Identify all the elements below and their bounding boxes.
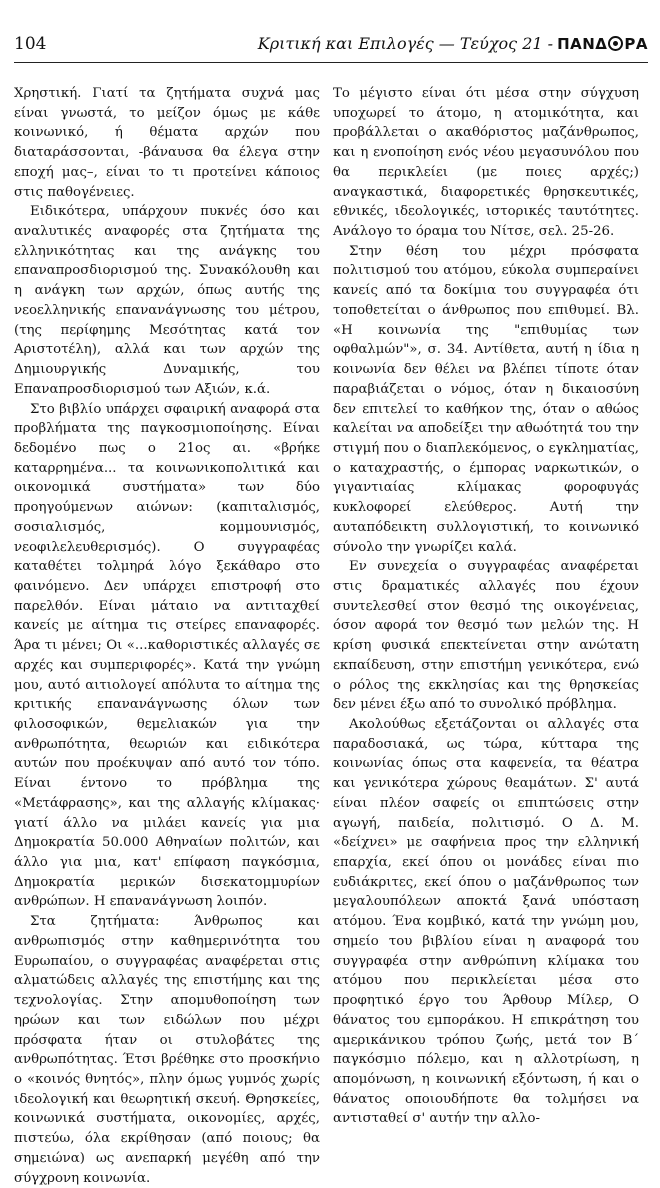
logo-eye-icon [608, 36, 623, 51]
header-rule [14, 62, 648, 63]
page-header [14, 34, 648, 58]
paragraph: Το μέγιστο είναι ότι μέσα στην σύγχυση υποχωρεί το άτομο, η ατομικότητα, και προβάλλεται ο ακαθόριστος μαζάνθρωπος, και η ενοποίηση ενός νέου μεγασυνόλου που θα περικλείει (με ποιες αρχές;) αναγκαστικά, διαφορετικές θρησκευτικές, εθνικές, ιδεολογικές, ιστορικές ταυτότητες. Ανάλογο το όραμα του Νίτσε, σελ. 25-26. [333, 86, 639, 240]
paragraph: Στα ζητήματα: Άνθρωπος και ανθρωπισμός στην καθημερινότητα του Ευρωπαίου, ο συγγραφέας αναφέρεται στις αλματώδεις αλλαγές της επιστήμης και της τεχνολογίας. Στην απομυθοποίηση των ηρώων και των ειδώλων που μέχρι πρόσφατα ήταν οι στυλοβάτες της ανθρωπότητας. Έτσι βρέθηκε στο προσκήνιο ο «κοινός θνητός», πλην όμως γυμνός χωρίς ιδεολογική και θεωρητική σκευή. Θρησκείες, κοινωνικά συστήματα, οικονομίες, αρχές, πιστεύω, όλα εκρίθησαν (από ποιους; θα σημειώνα) ως ανεπαρκή μεγέθη από την σύγχρονη κοινωνία. [14, 914, 320, 1186]
paragraph: Ειδικότερα, υπάρχουν πυκνές όσο και αναλυτικές αναφορές στα ζητήματα της ελληνικότητας και της ανάγκης του επαναπροσδιορισμού της. Συνακόλουθη και η ανάγκη των αρχών, όπως αυτής της νεοελληνικής επανανάγνωσης του μέτρου, (της περίφημης Μεσότητας κατά τον Αριστοτέλη), αλλά και των αρχών της Δημιουργικής Δυναμικής, του Επαναπροσδιορισμού των Αξιών, κ.ά. [14, 204, 320, 397]
running-header [258, 34, 648, 53]
paragraph: Στην θέση του μέχρι πρόσφατα πολιτισμού του ατόμου, εύκολα συμπεραίνει κανείς από τα δοκίμια του συγγραφέα ότι τοποθετείται ο άνθρωπος που επιθυμεί. Βλ. «Η κοινωνία της "επιθυμίας των οφθαλμών"», σ. 34. Αντίθετα, αυτή η ίδια η κοινωνία δεν θέλει να βλέπει τίποτε όταν παραβιάζεται ο νόμος, όταν η δικαιοσύνη δεν επιτελεί το καθήκον της, όταν ο αθώος καλείται να αποδείξει την αθωότητά του την στιγμή που ο διαπλεκόμενος, ο εγκληματίας, ο καταχραστής, ο έμπορας ναρκωτικών, ο γιγαντιαίας κλίμακας φοροφυγάς κυκλοφορεί ελεύθερος. Αυτή την αυταπόδεικτη συλλογιστική, το κοινωνικό σύνολο την γνωρίζει καλά. [333, 243, 639, 555]
right-column [333, 84, 639, 1129]
left-column [14, 84, 320, 1188]
paragraph: Ακολούθως εξετάζονται οι αλλαγές στα παραδοσιακά, ως τώρα, κύτταρα της κοινωνίας όπως στα καφενεία, τα θέατρα και γενικότερα χώρους θεαμάτων. Σ' αυτά είναι πλέον σαφείς οι επιπτώσεις στην αγωγή, παιδεία, πολιτισμό. Ο Δ. Μ. «δείχνει» με σαφήνεια προς την ελληνική επαρχία, εκεί όπου οι μονάδες είναι πιο ευδιάκριτες, εκεί όπου ο μαζάνθρωπος των μεγαλουπόλεων αποκτά ξανά υπόσταση ατόμου. Ένα κομβικό, κατά την γνώμη μου, σημείο του βιβλίου είναι η αναφορά του συγγραφέα στην ανθρώπινη κλίμακα του ατόμου που περικλείεται μέσα στο προφητικό έργο του Άρθουρ Μίλερ, Ο θάνατος του εμποράκου. Η επικράτηση του αμερικάνικου τρόπου ζωής, μετά τον Β΄ παγκόσμιο πόλεμο, και η αλλοτρίωση, η απομόνωση, η κοινωνική εξόντωση, ή και ο θάνατος οποιουδήποτε θα τολμήσει να αντισταθεί σ' αυτήν την αλλο- [333, 717, 639, 1127]
paragraph: Στο βιβλίο υπάρχει σφαιρική αναφορά στα προβλήματα της παγκοσμιοποίησης. Είναι δεδομένο πως ο 21ος αι. «βρήκε καταρρημένα... τα κοινωνικοπολιτικά και οικονομικά συστήματα» των δύο προηγούμενων αιώνων: (καπιταλισμός, σοσιαλισμός, κομμουνισμός, νεοφιλελευθερισμός). Ο συγγραφέας καταθέτει τολμηρά λόγο ξεκάθαρο στο φαινόμενο. Δεν υπάρχει επιστροφή στο παρελθόν. Είναι μάταιο να αντιταχθεί κανείς με αίτημα τις στείρες επαναφορές. Άρα τι μένει; Οι «...καθοριστικές αλλαγές σε αρχές και συμπεριφορές». Κατά την γνώμη μου, αυτό αιτιολογεί απόλυτα το αίτημα της κριτικής επανανάγνωσης όλων των φιλοσοφικών, θεμελιακών για την ανθρωπότητα, θεωριών και ειδικότερα αυτών που προέκυψαν από αυτό τον τόπο. Είναι έντονο το πρόβλημα της «Μετάφρασης», και της αλλαγής κλίμακας· γιατί άλλο να μιλάει κανείς για μια Δημοκρατία 50.000 Αθηναίων πολιτών, και άλλο για μια, κατ' επίφαση παγκόσμια, Δημοκρατία μερικών δισεκατομμυρίων ανθρώπων. Η επανανάγνωση λοιπόν. [14, 401, 320, 910]
page-number: 104 [14, 34, 47, 54]
paragraph: Εν συνεχεία ο συγγραφέας αναφέρεται στις δραματικές αλλαγές που έχουν συντελεσθεί στον θεσμό της οικογένειας, όσον αφορά τον θεσμό των μελών της. Η κρίση φυσικά επεκτείνεται στην ανώτατη εκπαίδευση, στην επιστήμη γενικότερα, ενώ ο ρόλος της εκκλησίας και της θρησκείας δεν μένει έξω από το συνολικό πρόβλημα. [333, 559, 639, 713]
logo-text-left: ΠΑΝΔ [557, 34, 608, 53]
running-title: Κριτική και Επιλογές — Τεύχος 21 - [257, 34, 554, 53]
magazine-logo [557, 35, 648, 53]
paragraph: Χρηστική. Γιατί τα ζητήματα συχνά μας είναι γνωστά, το μείζον όμως με κάθε κοινωνικό, ή θέματα αρχών που διαταράσσονται, -βάναυσα θα έλεγα στην εποχή μας–, είναι το τι προτείνει κάποιος στις παθογένειες. [14, 86, 320, 200]
logo-text-right: ΡΑ [624, 34, 648, 53]
